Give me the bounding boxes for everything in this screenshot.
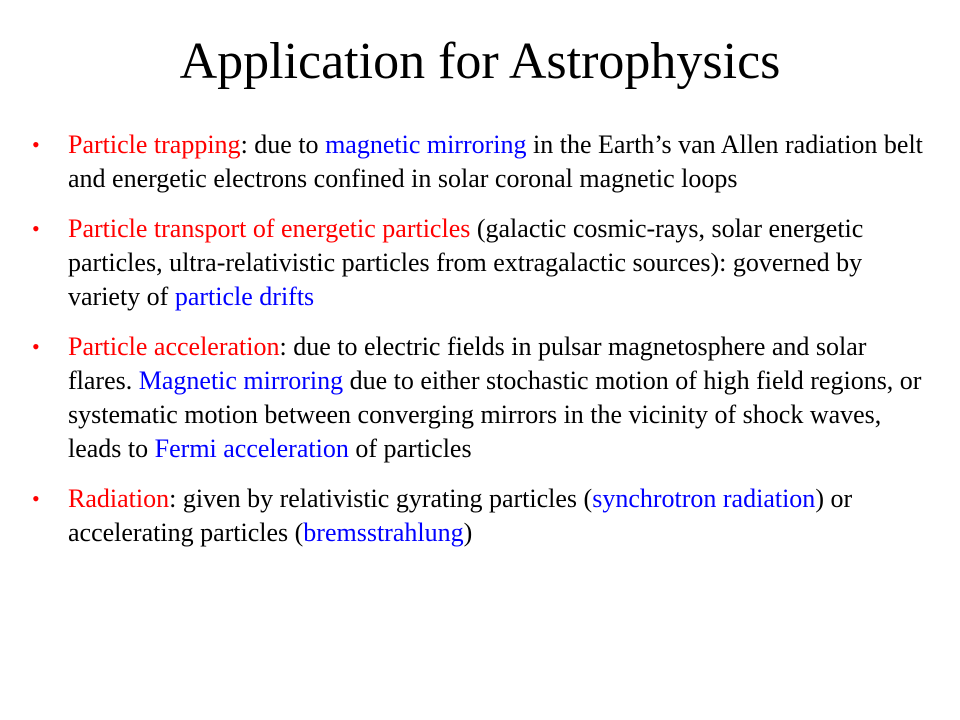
bullet-text: ) or accelerating particles (: [68, 484, 853, 547]
bullet-highlight: synchrotron radiation: [592, 484, 816, 513]
bullet-text: : due to electric fields in pulsar magnetosphere and solar flares.: [68, 332, 867, 395]
bullet-particle-trapping: [32, 128, 932, 196]
bullet-term: Particle acceleration: [68, 332, 280, 361]
bullet-text: : due to: [240, 130, 326, 159]
bullet-text: ): [463, 518, 473, 547]
bullet-text: due to either stochastic motion of high field regions, or systematic motion between converging mirrors in the vicinity of shock waves, leads to: [68, 366, 922, 463]
bullet-dot-icon: •: [32, 132, 40, 157]
bullet-dot-icon: •: [32, 334, 40, 359]
bullet-text: (galactic cosmic-rays, solar energetic particles, ultra-relativistic particles from extragalactic sources): governed by variety of: [68, 214, 864, 311]
bullet-dot-icon: •: [32, 486, 40, 511]
bullet-dot-icon: •: [32, 216, 40, 241]
slide-title: Application for Astrophysics: [179, 33, 781, 90]
bullet-particle-acceleration: [32, 330, 932, 466]
bullet-list: [32, 128, 932, 566]
bullet-text: in the Earth’s van Allen radiation belt and energetic electrons confined in solar coronal magnetic loops: [68, 130, 923, 193]
bullet-highlight: bremsstrahlung: [303, 518, 464, 547]
bullet-term: Particle transport of energetic particles: [68, 214, 471, 243]
bullet-highlight: Fermi acceleration: [154, 434, 349, 463]
bullet-text: : given by relativistic gyrating particles (: [169, 484, 593, 513]
bullet-term: Radiation: [68, 484, 170, 513]
bullet-radiation: [32, 482, 932, 550]
bullet-term: Particle trapping: [68, 130, 241, 159]
bullet-highlight: particle drifts: [174, 282, 315, 311]
bullet-particle-transport: [32, 212, 932, 314]
bullet-highlight: Magnetic mirroring: [138, 366, 344, 395]
bullet-highlight: magnetic mirroring: [325, 130, 527, 159]
bullet-text: of particles: [348, 434, 472, 463]
